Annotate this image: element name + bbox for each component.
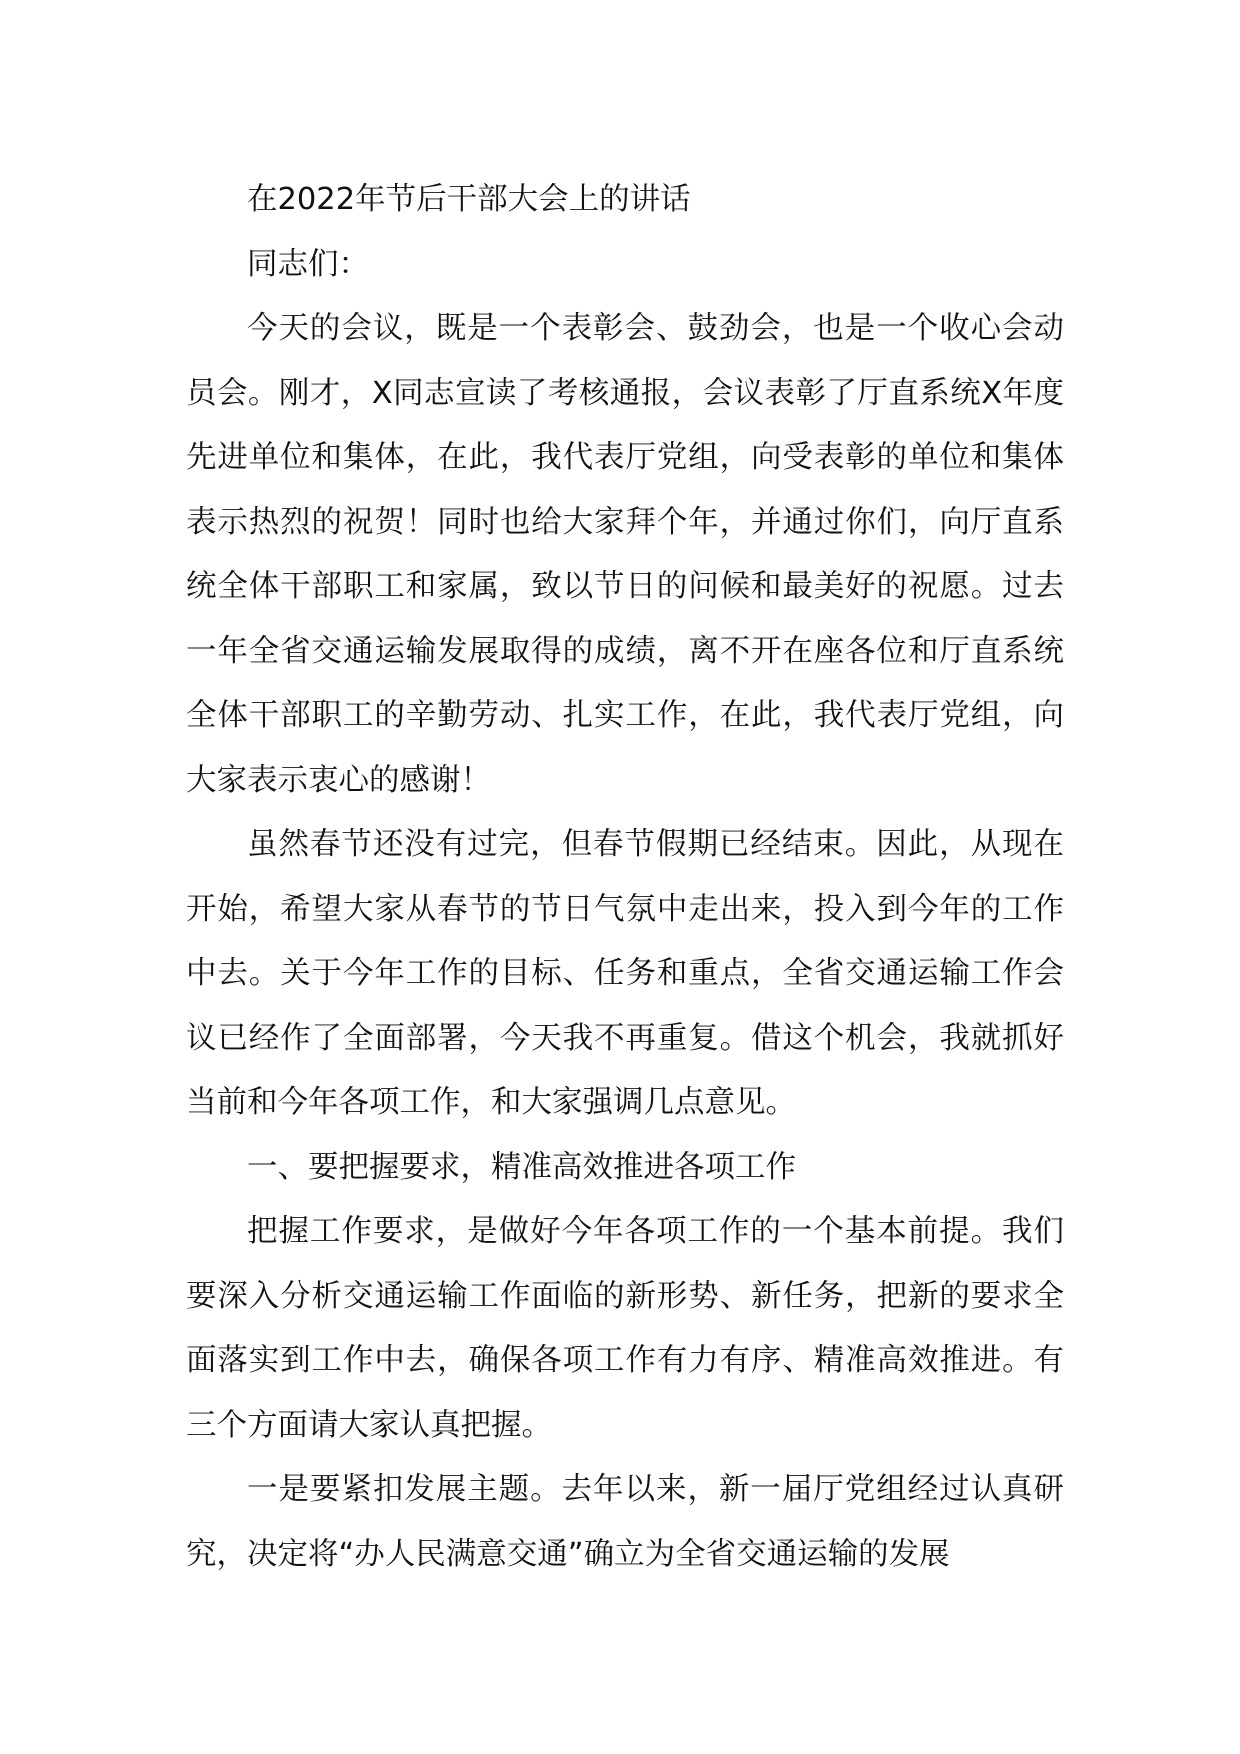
paragraph-requirements: 把握工作要求，是做好今年各项工作的一个基本前提。我们要深入分析交通运输工作面临的新形势、新任务，把新的要求全面落实到工作中去，确保各项工作有力有序、精准高效推进。有三个方面请大家认真把握。 xyxy=(186,1214,1064,1443)
paragraph-opening: 今天的会议，既是一个表彰会、鼓劲会，也是一个收心会动员会。刚才，X同志宣读了考核通报，会议表彰了厅直系统X年度先进单位和集体，在此，我代表厅党组，向受表彰的单位和集体表示热烈的祝贺！同时也给大家拜个年，并通过你们，向厅直系统全体干部职工和家属，致以节日的问候和最美好的祝愿。过去一年全省交通运输发展取得的成绩，离不开在座各位和厅直系统全体干部职工的辛勤劳动、扎实工作，在此，我代表厅党组，向大家表示衷心的感谢！ xyxy=(186,311,1064,798)
paragraph-after-holiday: 虽然春节还没有过完，但春节假期已经结束。因此，从现在开始，希望大家从春节的节日气氛中走出来，投入到今年的工作中去。关于今年工作的目标、任务和重点，全省交通运输工作会议已经作了全面部署，今天我不再重复。借这个机会，我就抓好当前和今年各项工作，和大家强调几点意见。 xyxy=(186,827,1064,1120)
document-title: 在2022年节后干部大会上的讲话 xyxy=(247,182,691,217)
salutation: 同志们： xyxy=(247,246,369,282)
paragraph-theme: 一是要紧扣发展主题。去年以来，新一届厅党组经过认真研究，决定将“办人民满意交通”确立为全省交通运输的发展 xyxy=(186,1472,1064,1572)
document-page xyxy=(186,168,1064,1587)
section-heading-one: 一、要把握要求，精准高效推进各项工作 xyxy=(247,1149,796,1185)
